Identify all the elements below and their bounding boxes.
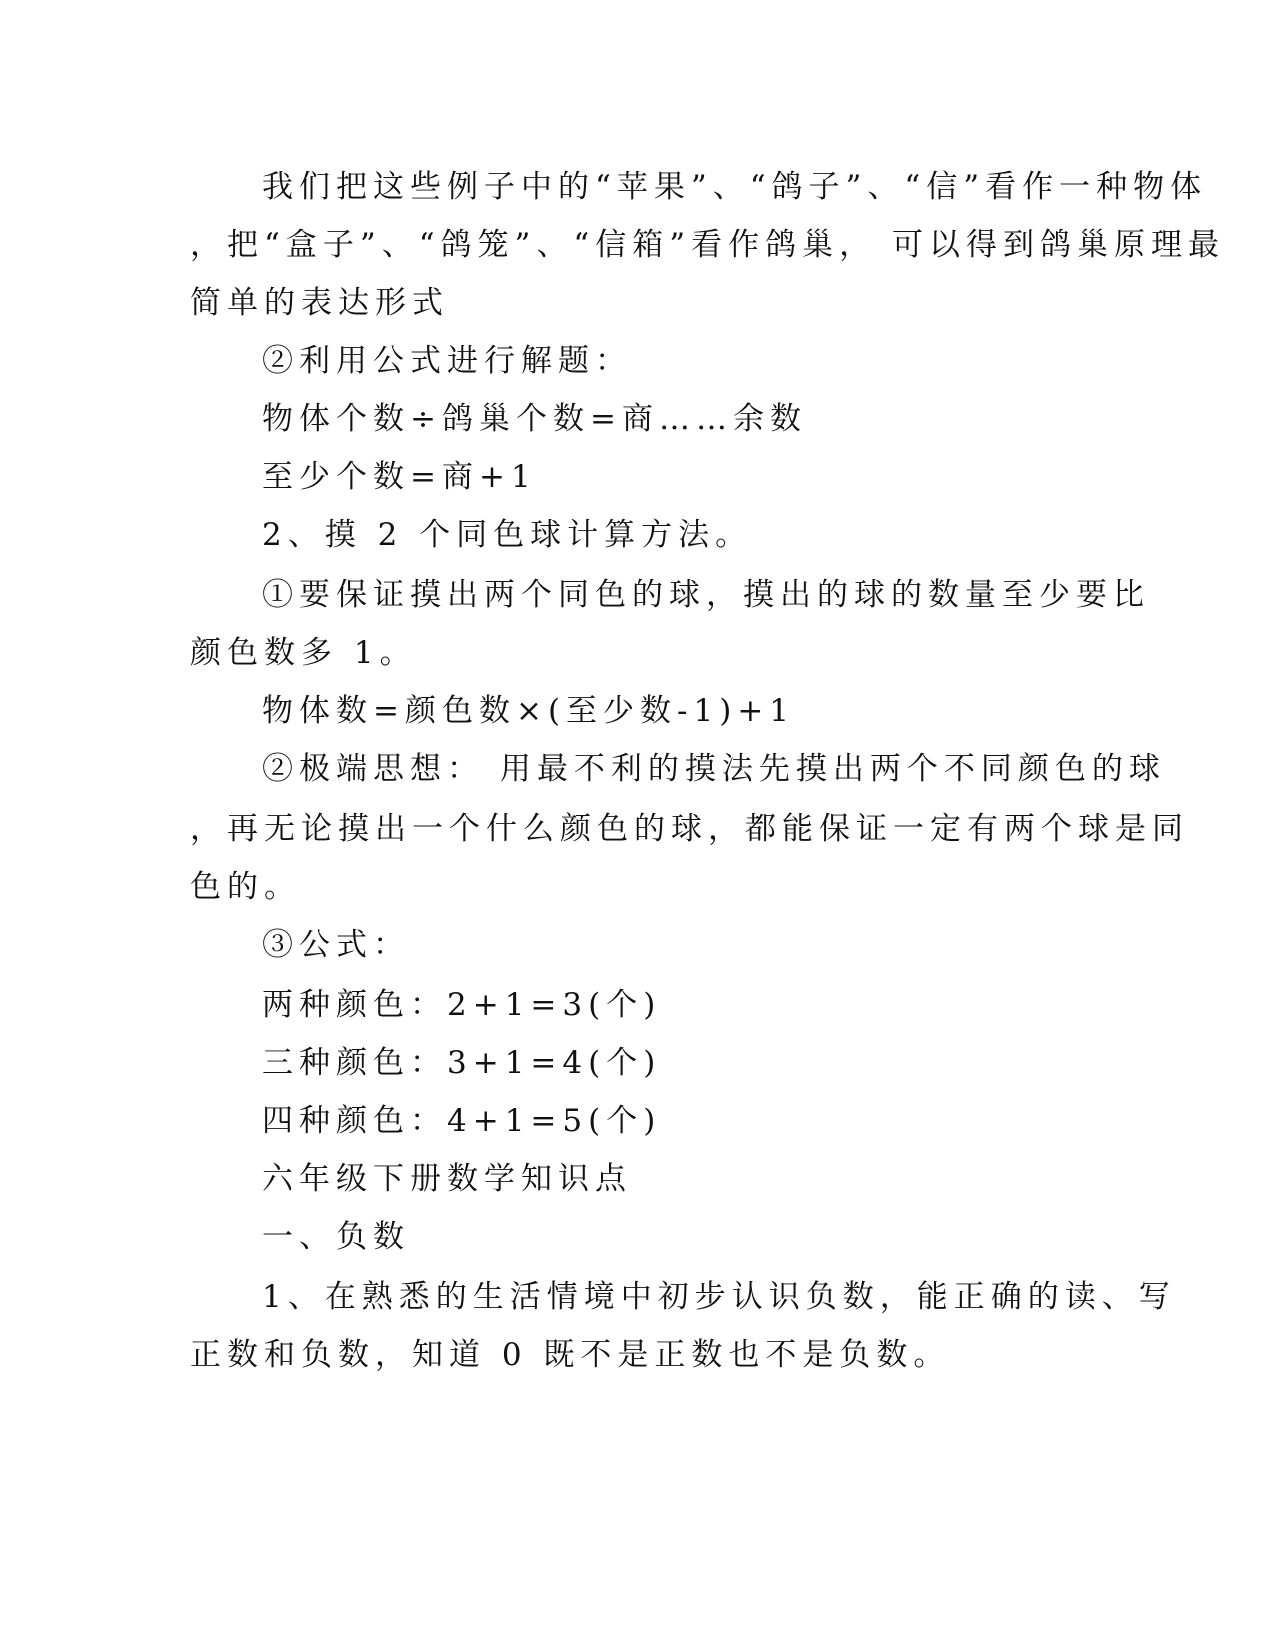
text-line: 一、负数 <box>262 1219 410 1255</box>
text-line: 正数和负数，知道 0 既不是正数也不是负数。 <box>190 1337 951 1373</box>
text-line: ②利用公式进行解题： <box>262 343 632 379</box>
text-line: 六年级下册数学知识点 <box>262 1161 632 1197</box>
text-line: 四种颜色：4+1=5(个) <box>262 1103 662 1139</box>
text-line: 三种颜色：3+1=4(个) <box>262 1045 662 1081</box>
text-line: 物体数=颜色数×(至少数-1)+1 <box>262 693 796 729</box>
text-line: ①要保证摸出两个同色的球，摸出的球的数量至少要比 <box>262 577 1150 613</box>
text-line: 1、在熟悉的生活情境中初步认识负数，能正确的读、写 <box>262 1279 1176 1315</box>
text-line: 物体个数÷鸽巢个数=商……余数 <box>262 401 807 437</box>
text-line: 两种颜色：2+1=3(个) <box>262 987 662 1023</box>
text-line: ，把“盒子”、“鸽笼”、“信箱”看作鸽巢， 可以得到鸽巢原理最 <box>190 227 1225 263</box>
text-line: ，再无论摸出一个什么颜色的球，都能保证一定有两个球是同 <box>190 811 1189 847</box>
text-line: ③公式： <box>262 927 410 963</box>
text-line: 简单的表达形式 <box>190 285 449 321</box>
text-line: 2、摸 2 个同色球计算方法。 <box>262 517 753 553</box>
text-line: 至少个数=商+1 <box>262 459 537 495</box>
text-line: 色的。 <box>190 869 301 905</box>
text-line: 颜色数多 1。 <box>190 635 417 671</box>
text-line: ②极端思想： 用最不利的摸法先摸出两个不同颜色的球 <box>262 751 1166 787</box>
text-line: 我们把这些例子中的“苹果”、“鸽子”、“信”看作一种物体 <box>262 169 1208 205</box>
